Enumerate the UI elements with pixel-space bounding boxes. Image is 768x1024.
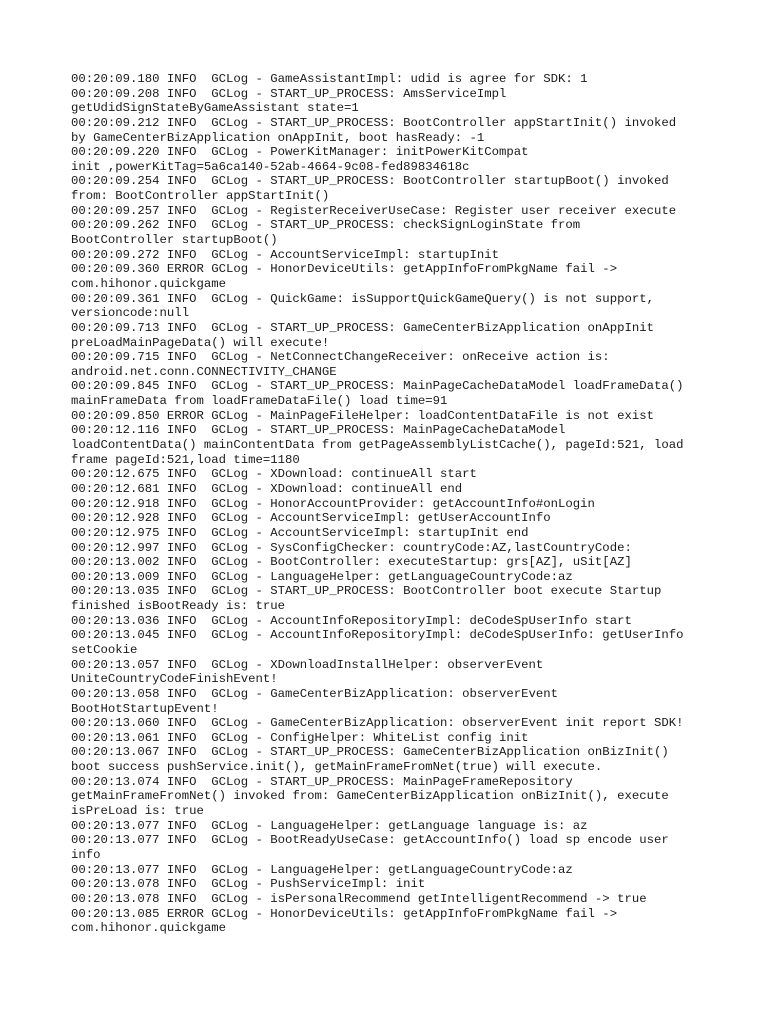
log-line: 00:20:13.057 INFO GCLog - XDownloadInstallHelper: observerEvent: [71, 657, 544, 672]
log-line: 00:20:13.035 INFO GCLog - START_UP_PROCESS: BootController boot execute Startup: [71, 584, 662, 599]
log-line: 00:20:09.715 INFO GCLog - NetConnectChangeReceiver: onReceive action is:: [71, 350, 610, 365]
log-line: 00:20:09.208 INFO GCLog - START_UP_PROCESS: AmsServiceImpl: [71, 86, 507, 101]
log-line: 00:20:12.116 INFO GCLog - START_UP_PROCESS: MainPageCacheDataModel: [71, 423, 566, 438]
log-line: 00:20:13.036 INFO GCLog - AccountInfoRepositoryImpl: deCodeSpUserInfo start: [71, 613, 632, 628]
log-line: 00:20:12.681 INFO GCLog - XDownload: continueAll end: [71, 481, 463, 496]
log-line: 00:20:13.060 INFO GCLog - GameCenterBizApplication: observerEvent init report SDK!: [71, 716, 684, 731]
log-line: 00:20:09.845 INFO GCLog - START_UP_PROCESS: MainPageCacheDataModel loadFrameData(): [71, 379, 684, 394]
log-line: 00:20:13.085 ERROR GCLog - HonorDeviceUtils: getAppInfoFromPkgName fail ->: [71, 906, 618, 921]
log-line: 00:20:09.360 ERROR GCLog - HonorDeviceUtils: getAppInfoFromPkgName fail ->: [71, 262, 618, 277]
log-line: 00:20:13.058 INFO GCLog - GameCenterBizApplication: observerEvent: [71, 686, 559, 701]
log-line: 00:20:09.272 INFO GCLog - AccountServiceImpl: startupInit: [71, 247, 500, 262]
log-line: 00:20:13.078 INFO GCLog - PushServiceImpl: init: [71, 877, 426, 892]
log-line: isPreLoad is: true: [71, 804, 204, 819]
log-line: getMainFrameFromNet() invoked from: GameCenterBizApplication onBizInit(), execute: [71, 789, 669, 804]
log-line: 00:20:09.220 INFO GCLog - PowerKitManager: initPowerKitCompat: [71, 145, 529, 160]
log-line: mainFrameData from loadFrameDataFile() load time=91: [71, 394, 448, 409]
log-line: 00:20:13.077 INFO GCLog - BootReadyUseCase: getAccountInfo() load sp encode user: [71, 833, 669, 848]
log-line: init ,powerKitTag=5a6ca140-52ab-4664-9c08-fed89834618c: [71, 159, 470, 174]
log-line: from: BootController appStartInit(): [71, 189, 330, 204]
log-line: android.net.conn.CONNECTIVITY_CHANGE: [71, 364, 337, 379]
log-line: 00:20:09.850 ERROR GCLog - MainPageFileHelper: loadContentDataFile is not exist: [71, 408, 654, 423]
log-line: com.hihonor.quickgame: [71, 921, 226, 936]
log-line: preLoadMainPageData() will execute!: [71, 335, 330, 350]
log-line: 00:20:09.254 INFO GCLog - START_UP_PROCESS: BootController startupBoot() invoked: [71, 174, 669, 189]
log-line: 00:20:13.077 INFO GCLog - LanguageHelper: getLanguageCountryCode:az: [71, 862, 573, 877]
log-line: BootHotStartupEvent!: [71, 701, 219, 716]
log-line: by GameCenterBizApplication onAppInit, boot hasReady: -1: [71, 130, 485, 145]
log-line: frame pageId:521,load time=1180: [71, 452, 300, 467]
log-line: 00:20:13.045 INFO GCLog - AccountInfoRepositoryImpl: deCodeSpUserInfo: getUserInfo: [71, 628, 684, 643]
log-line: 00:20:12.975 INFO GCLog - AccountServiceImpl: startupInit end: [71, 525, 529, 540]
log-line: 00:20:13.074 INFO GCLog - START_UP_PROCESS: MainPageFrameRepository: [71, 774, 573, 789]
log-line: 00:20:12.997 INFO GCLog - SysConfigChecker: countryCode:AZ,lastCountryCode:: [71, 540, 632, 555]
log-line: 00:20:13.077 INFO GCLog - LanguageHelper: getLanguage language is: az: [71, 818, 588, 833]
log-line: versioncode:null: [71, 306, 190, 321]
log-line: 00:20:12.918 INFO GCLog - HonorAccountProvider: getAccountInfo#onLogin: [71, 496, 595, 511]
log-line: 00:20:09.361 INFO GCLog - QuickGame: isSupportQuickGameQuery() is not support,: [71, 291, 654, 306]
log-line: setCookie: [71, 642, 138, 657]
log-line: finished isBootReady is: true: [71, 599, 286, 614]
log-line: 00:20:13.009 INFO GCLog - LanguageHelper: getLanguageCountryCode:az: [71, 569, 573, 584]
log-line: 00:20:09.180 INFO GCLog - GameAssistantImpl: udid is agree for SDK: 1: [71, 72, 588, 86]
log-line: 00:20:09.262 INFO GCLog - START_UP_PROCESS: checkSignLoginState from: [71, 218, 581, 233]
log-line: 00:20:12.675 INFO GCLog - XDownload: continueAll start: [71, 467, 477, 482]
log-text-block: [71, 72, 711, 936]
log-line: UniteCountryCodeFinishEvent!: [71, 672, 278, 687]
log-line: 00:20:09.713 INFO GCLog - START_UP_PROCESS: GameCenterBizApplication onAppInit: [71, 320, 654, 335]
log-line: 00:20:09.212 INFO GCLog - START_UP_PROCESS: BootController appStartInit() invoked: [71, 115, 677, 130]
log-line: com.hihonor.quickgame: [71, 276, 226, 291]
log-line: 00:20:12.928 INFO GCLog - AccountServiceImpl: getUserAccountInfo: [71, 511, 551, 526]
log-line: BootController startupBoot(): [71, 233, 278, 248]
log-line: loadContentData() mainContentData from getPageAssemblyListCache(), pageId:521, load: [71, 438, 684, 453]
log-line: boot success pushService.init(), getMainFrameFromNet(true) will execute.: [71, 760, 603, 775]
log-line: getUdidSignStateByGameAssistant state=1: [71, 101, 359, 116]
log-line: info: [71, 847, 101, 862]
log-line: 00:20:13.061 INFO GCLog - ConfigHelper: WhiteList config init: [71, 730, 529, 745]
log-line: 00:20:09.257 INFO GCLog - RegisterReceiverUseCase: Register user receiver execute: [71, 203, 677, 218]
log-line: 00:20:13.002 INFO GCLog - BootController: executeStartup: grs[AZ], uSit[AZ]: [71, 555, 632, 570]
log-line: 00:20:13.067 INFO GCLog - START_UP_PROCESS: GameCenterBizApplication onBizInit(): [71, 745, 669, 760]
log-line: 00:20:13.078 INFO GCLog - isPersonalRecommend getIntelligentRecommend -> true: [71, 891, 647, 906]
